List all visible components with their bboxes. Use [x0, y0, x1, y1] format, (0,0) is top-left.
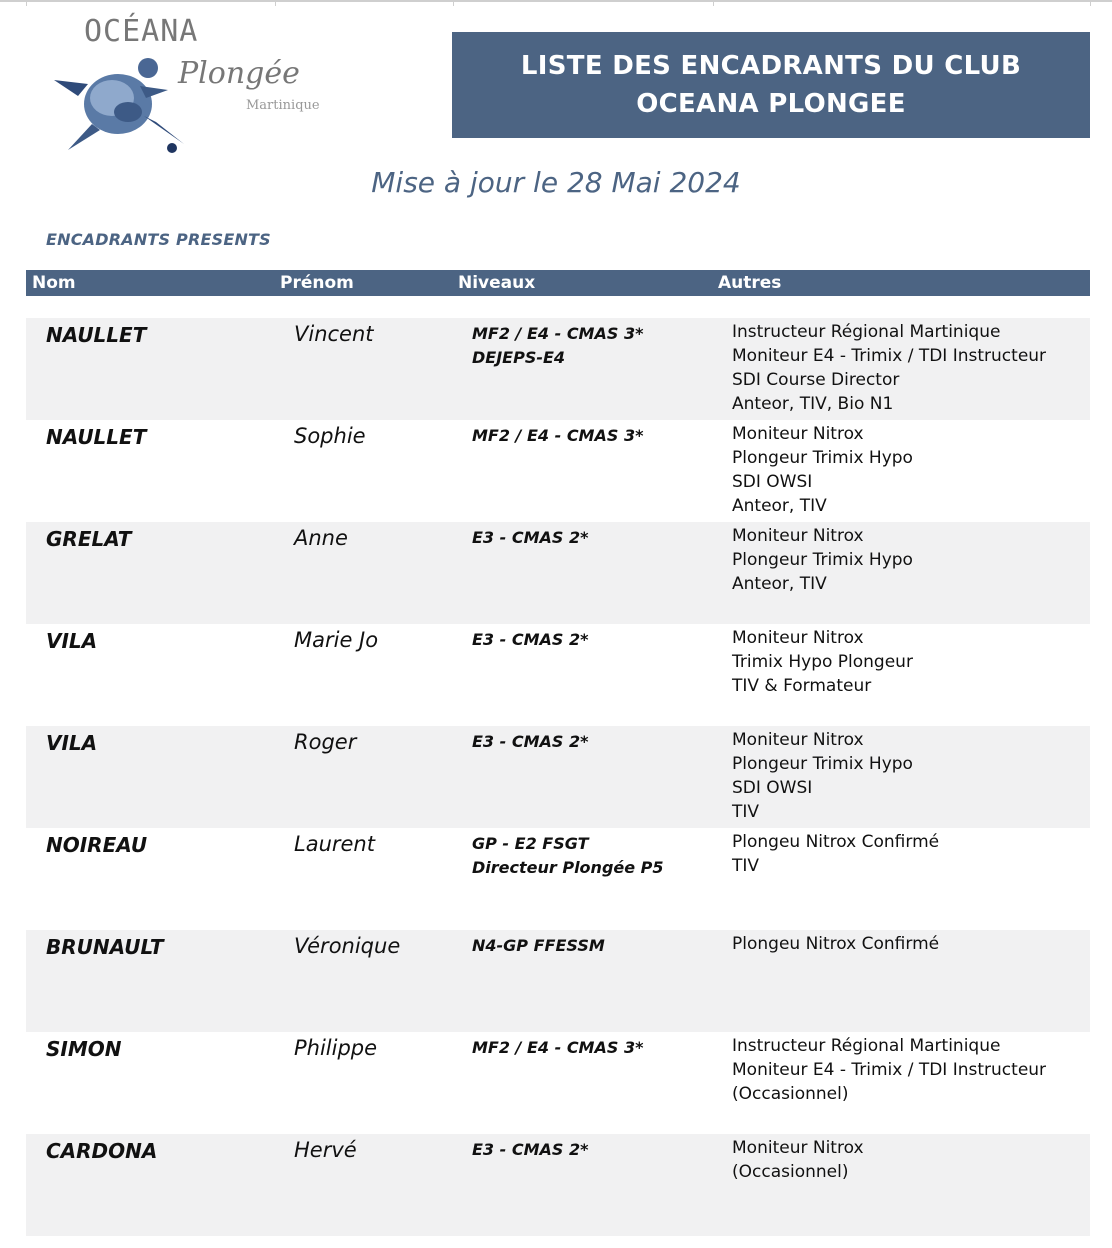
autre-line: Plongeu Nitrox Confirmé [732, 934, 940, 954]
table-row [26, 522, 1090, 624]
title-banner [452, 32, 1090, 138]
cell-prenom: Roger [294, 730, 357, 754]
section-title: ENCADRANTS PRESENTS [46, 230, 271, 249]
cell-autres [732, 728, 913, 824]
logo-location: Martinique [246, 98, 320, 113]
cell-niveaux [472, 1036, 643, 1060]
header-nom: Nom [32, 273, 76, 293]
cell-nom: VILA [46, 629, 98, 653]
niveau-line: E3 - CMAS 2* [472, 528, 589, 547]
autre-line: TIV [732, 856, 760, 876]
table-row [26, 930, 1090, 1032]
cell-autres [732, 626, 913, 698]
cell-nom: GRELAT [46, 527, 132, 551]
cell-autres [732, 830, 939, 878]
autre-line: TIV & Formateur [732, 676, 872, 696]
autre-line: Anteor, TIV, Bio N1 [732, 394, 894, 414]
cell-niveaux [472, 934, 605, 958]
cell-niveaux [472, 526, 588, 550]
table-header [26, 270, 1090, 296]
cell-autres [732, 524, 913, 596]
niveau-line: Directeur Plongée P5 [472, 858, 664, 877]
cell-nom: CARDONA [46, 1139, 158, 1163]
autre-line: Moniteur Nitrox [732, 526, 864, 546]
autre-line: Plongeu Nitrox Confirmé [732, 832, 940, 852]
autre-line: Moniteur Nitrox [732, 424, 864, 444]
cell-autres [732, 932, 939, 956]
cell-nom: NAULLET [46, 425, 147, 449]
table-row [26, 624, 1090, 726]
top-rule [0, 0, 1112, 6]
cell-nom: BRUNAULT [46, 935, 164, 959]
cell-nom: SIMON [46, 1037, 122, 1061]
autre-line: SDI OWSI [732, 778, 813, 798]
autre-line: SDI Course Director [732, 370, 900, 390]
autre-line: Moniteur Nitrox [732, 628, 864, 648]
logo-subtitle: Plongée [178, 56, 300, 91]
autre-line: Instructeur Régional Martinique [732, 1036, 1001, 1056]
autre-line: Anteor, TIV [732, 574, 827, 594]
table-row [26, 420, 1090, 522]
encadrants-table [26, 318, 1090, 1236]
cell-autres [732, 1136, 864, 1184]
cell-nom: NOIREAU [46, 833, 148, 857]
cell-niveaux [472, 1138, 588, 1162]
autre-line: TIV [732, 802, 760, 822]
niveau-line: E3 - CMAS 2* [472, 732, 589, 751]
cell-prenom: Hervé [294, 1138, 357, 1162]
niveau-line: MF2 / E4 - CMAS 3* [472, 1038, 644, 1057]
update-date: Mise à jour le 28 Mai 2024 [371, 166, 741, 199]
cell-nom: VILA [46, 731, 98, 755]
table-row [26, 318, 1090, 420]
cell-niveaux [472, 832, 664, 880]
niveau-line: MF2 / E4 - CMAS 3* [472, 426, 644, 445]
autre-line: Instructeur Régional Martinique [732, 322, 1001, 342]
cell-autres [732, 422, 913, 518]
cell-prenom: Véronique [294, 934, 401, 958]
turtle-icon [48, 46, 188, 156]
autre-line: Plongeur Trimix Hypo [732, 550, 913, 570]
autre-line: Plongeur Trimix Hypo [732, 448, 913, 468]
autre-line: Moniteur E4 - Trimix / TDI Instructeur [732, 346, 1047, 366]
cell-autres [732, 320, 1046, 416]
niveau-line: E3 - CMAS 2* [472, 1140, 589, 1159]
table-row [26, 828, 1090, 930]
cell-nom: NAULLET [46, 323, 147, 347]
niveau-line: GP - E2 FSGT [472, 834, 589, 853]
cell-niveaux [472, 730, 588, 754]
cell-prenom: Laurent [294, 832, 375, 856]
autre-line: Plongeur Trimix Hypo [732, 754, 913, 774]
cell-prenom: Anne [294, 526, 348, 550]
autre-line: (Occasionnel) [732, 1162, 849, 1182]
niveau-line: MF2 / E4 - CMAS 3* [472, 324, 644, 343]
autre-line: Moniteur E4 - Trimix / TDI Instructeur [732, 1060, 1047, 1080]
niveau-line: DEJEPS-E4 [472, 348, 566, 367]
banner-line-1: LISTE DES ENCADRANTS DU CLUB [520, 51, 1022, 81]
cell-niveaux [472, 322, 643, 370]
header-prenom: Prénom [280, 273, 354, 293]
cell-prenom: Marie Jo [294, 628, 379, 652]
table-row [26, 1032, 1090, 1134]
header-autres: Autres [718, 273, 782, 293]
cell-niveaux [472, 628, 588, 652]
autre-line: SDI OWSI [732, 472, 813, 492]
cell-niveaux [472, 424, 643, 448]
niveau-line: N4-GP FFESSM [472, 936, 605, 955]
header-niveaux: Niveaux [458, 273, 536, 293]
autre-line: Moniteur Nitrox [732, 1138, 864, 1158]
logo-title: OCÉANA [84, 14, 199, 49]
table-row [26, 726, 1090, 828]
cell-autres [732, 1034, 1046, 1106]
autre-line: (Occasionnel) [732, 1084, 849, 1104]
cell-prenom: Vincent [294, 322, 374, 346]
autre-line: Anteor, TIV [732, 496, 827, 516]
cell-prenom: Sophie [294, 424, 366, 448]
niveau-line: E3 - CMAS 2* [472, 630, 589, 649]
autre-line: Moniteur Nitrox [732, 730, 864, 750]
table-row [26, 1134, 1090, 1236]
banner-line-2: OCEANA PLONGEE [636, 89, 906, 119]
cell-prenom: Philippe [294, 1036, 378, 1060]
autre-line: Trimix Hypo Plongeur [732, 652, 913, 672]
club-logo [46, 10, 346, 160]
